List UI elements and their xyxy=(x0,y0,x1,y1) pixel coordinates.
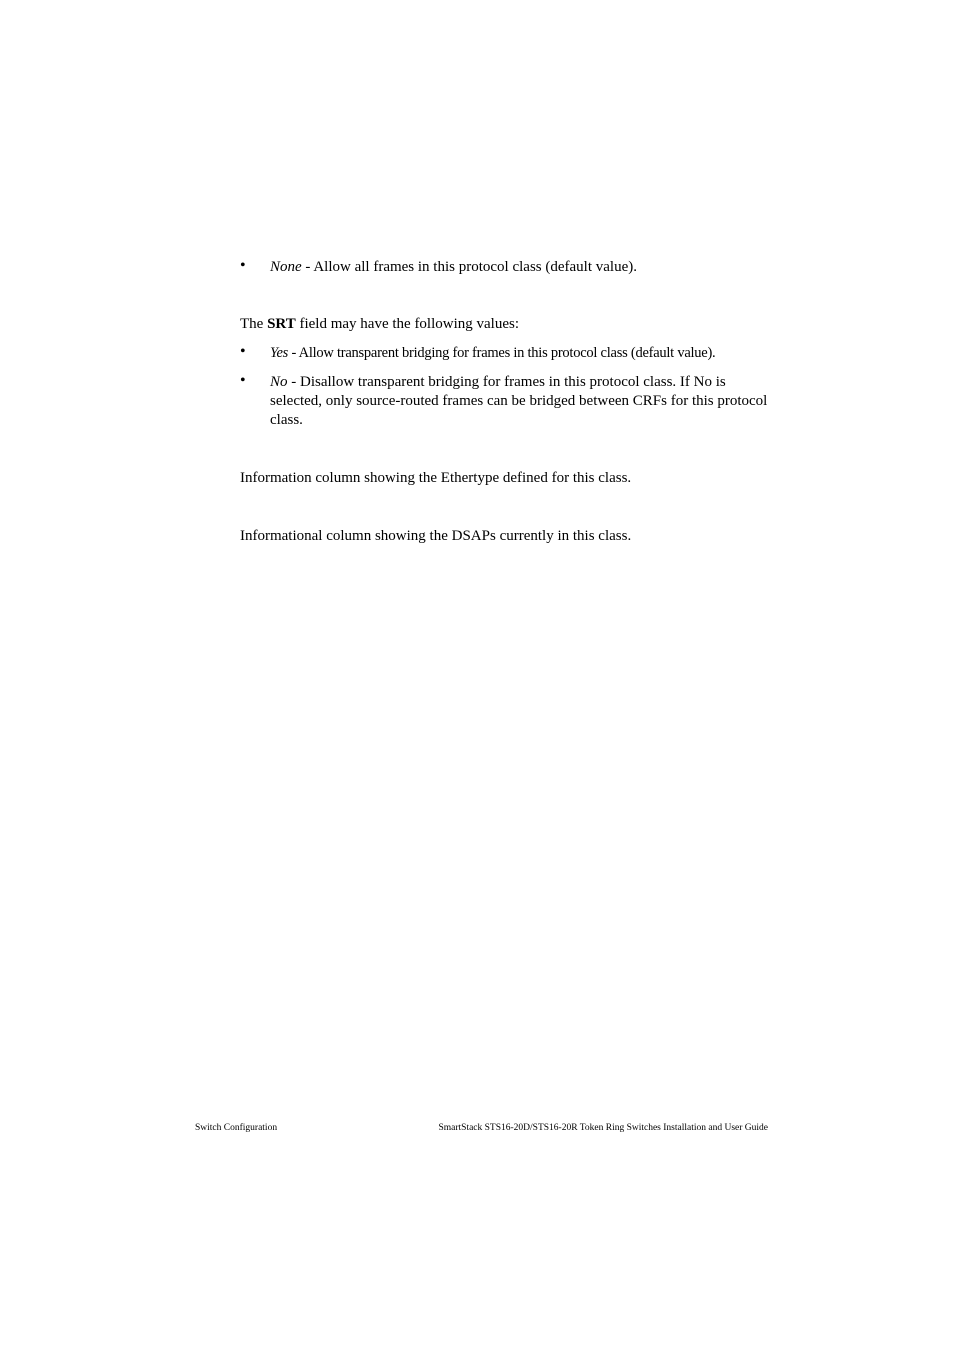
access-none-item xyxy=(270,258,637,277)
srt-no-term: No xyxy=(270,374,288,390)
srt-yes-term: Yes xyxy=(270,345,289,361)
srt-intro-lead: The xyxy=(240,316,268,332)
footer-section-title: Switch Configuration xyxy=(195,1123,278,1133)
access-none-term: None xyxy=(270,259,302,275)
dsap-description: Informational column showing the DSAPs currently in this class. xyxy=(240,528,632,544)
srt-yes-description: - Allow transparent bridging for frames in this protocol class (default value). xyxy=(288,345,716,361)
srt-no-description: - Disallow transparent bridging for frames in this protocol class. If No is selected, only source-routed frames can be bridged between CRFs for this protocol class. xyxy=(270,374,768,428)
srt-intro-tail: field may have the following values: xyxy=(295,316,520,332)
access-none-description: - Allow all frames in this protocol class (default value). xyxy=(301,259,637,275)
footer-document-title: SmartStack STS16-20D/STS16-20R Token Ring Switches Installation and User Guide xyxy=(438,1123,768,1133)
bullet-marker: • xyxy=(240,343,246,360)
srt-field-name: SRT xyxy=(267,316,296,332)
ethertype-description: Information column showing the Ethertype defined for this class. xyxy=(240,470,632,486)
bullet-marker: • xyxy=(240,257,246,274)
srt-yes-item xyxy=(270,344,715,363)
srt-no-item xyxy=(270,373,770,430)
bullet-marker: • xyxy=(240,372,246,389)
srt-intro xyxy=(240,315,519,334)
